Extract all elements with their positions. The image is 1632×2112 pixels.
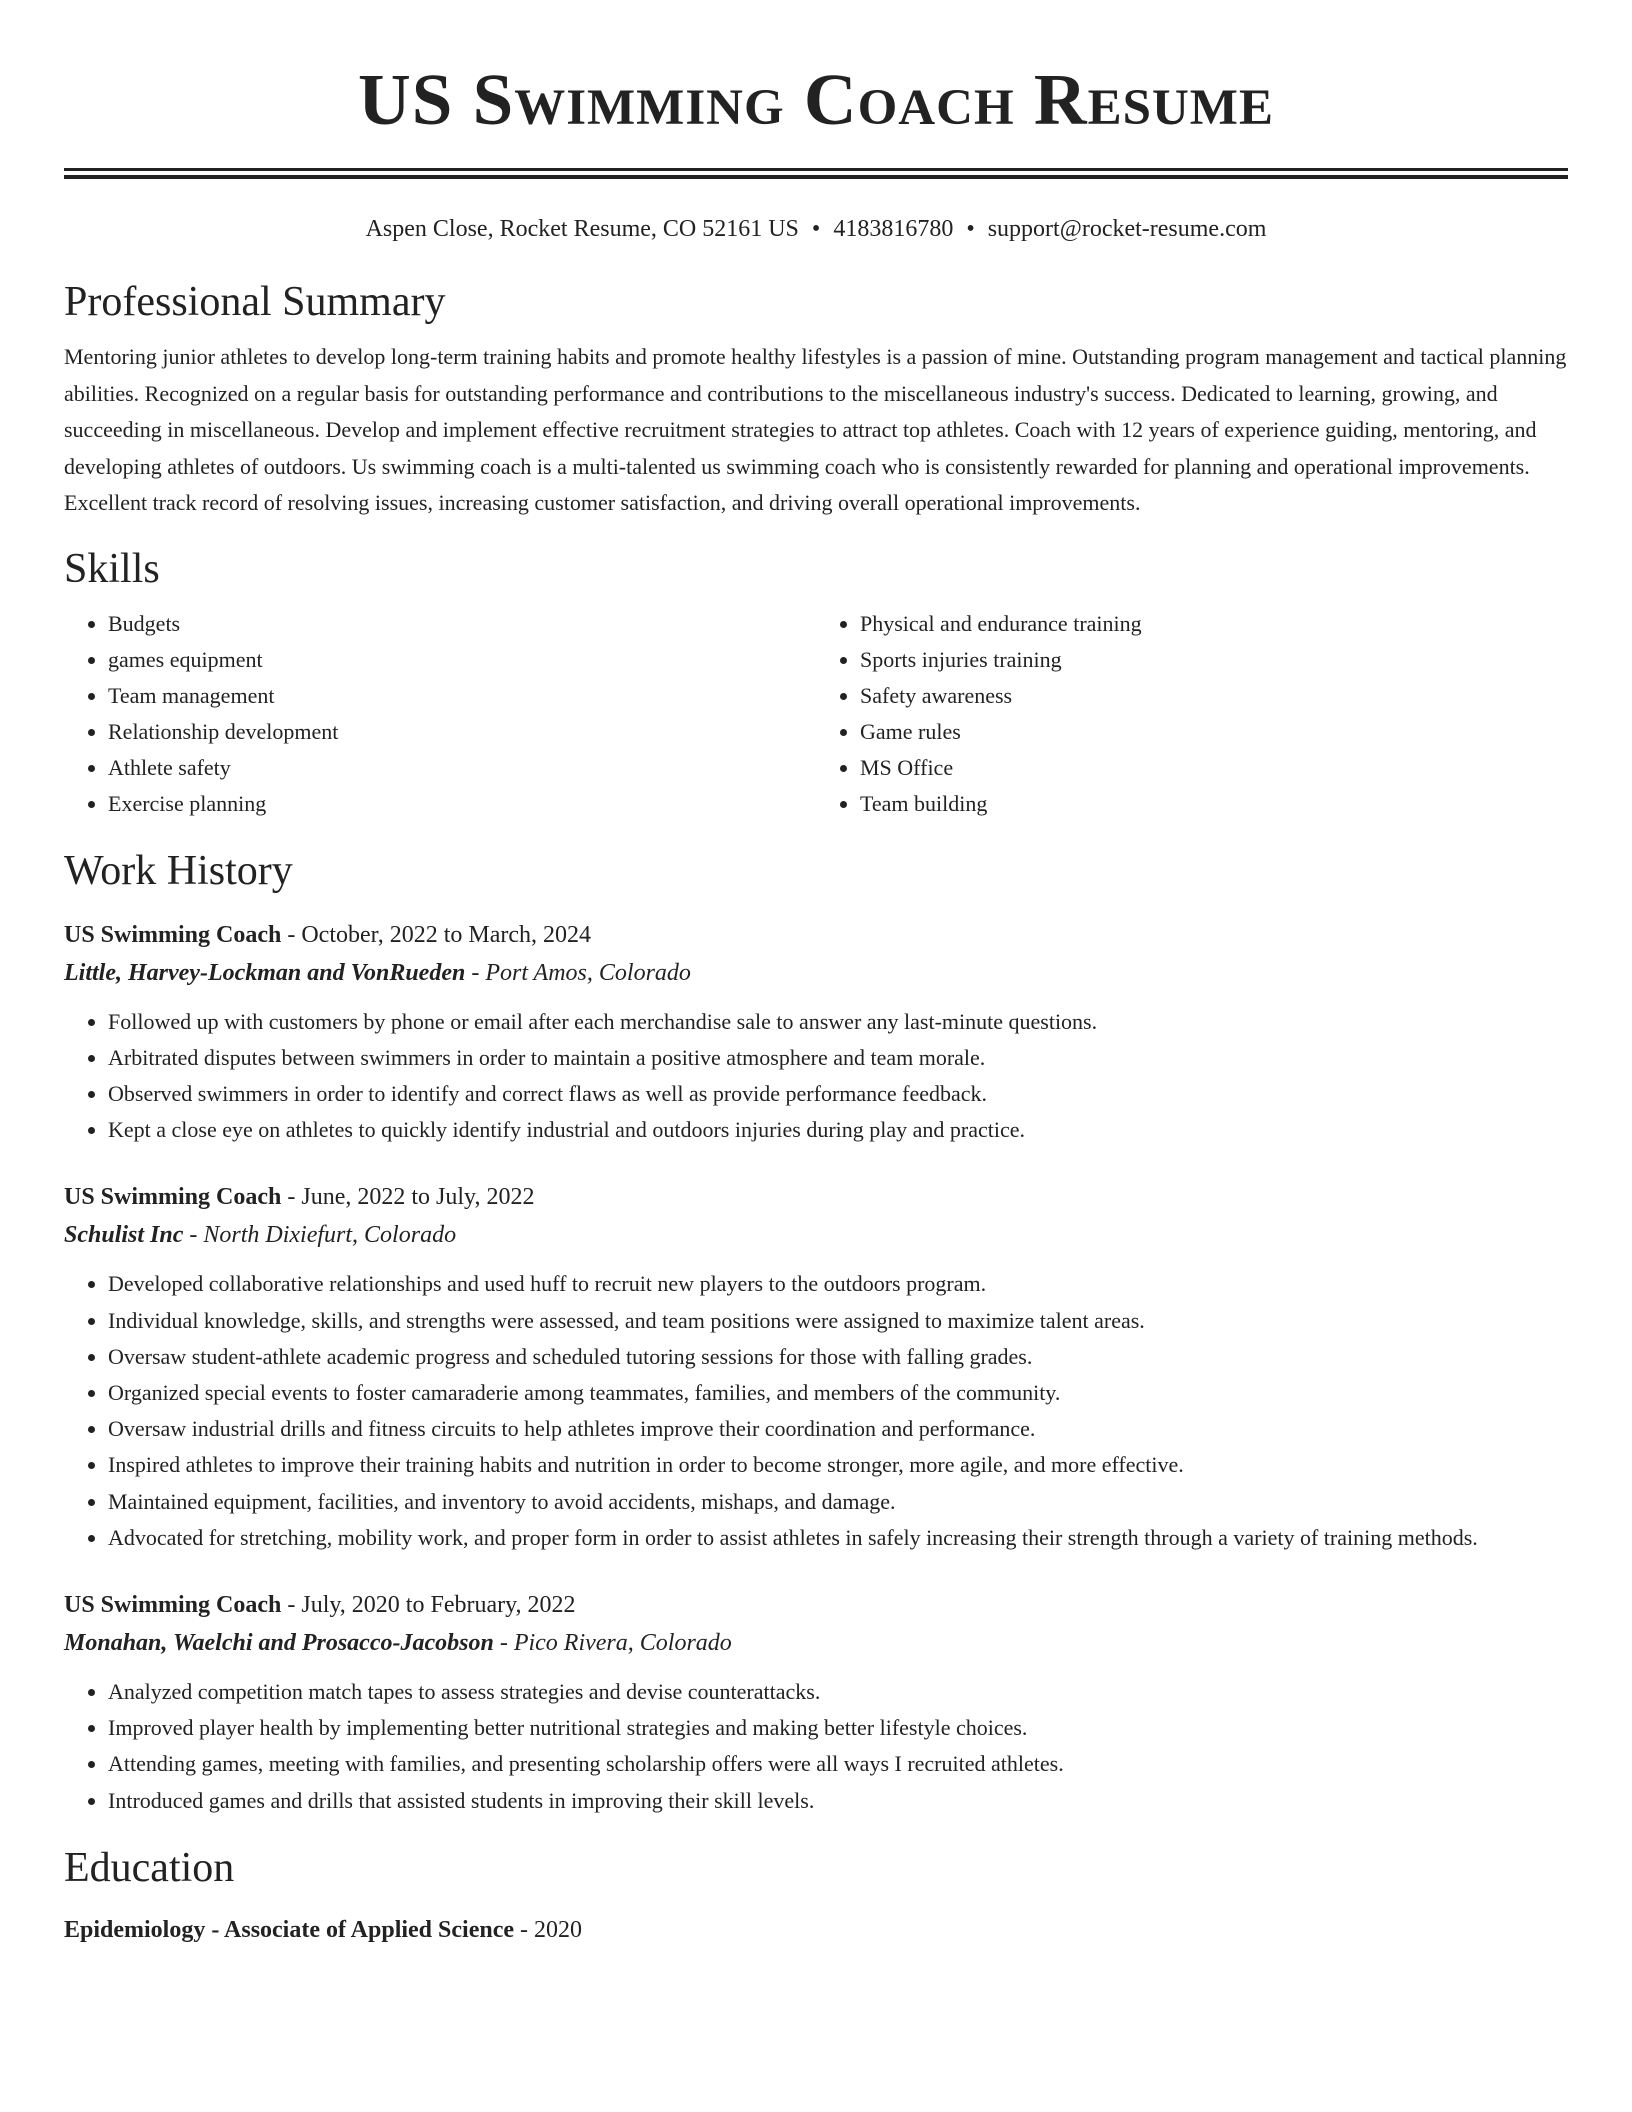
job-bullet: • Oversaw student-athlete academic progress and scheduled tutoring sessions for those with falling grades. (108, 1339, 1568, 1375)
skill-item: • Game rules (860, 714, 1568, 750)
job-dates: - June, 2022 to July, 2022 (281, 1184, 535, 1211)
skill-item: • Budgets (108, 606, 816, 642)
job-entry (64, 1586, 1568, 1819)
skill-item: • Relationship development (108, 714, 816, 750)
job-company: Monahan, Waelchi and Prosacco-Jacobson (64, 1629, 494, 1656)
skill-item: • games equipment (108, 642, 816, 678)
job-company-line (64, 954, 1568, 992)
skill-item: • MS Office (860, 750, 1568, 786)
contact-address: Aspen Close, Rocket Resume, CO 52161 US (365, 216, 799, 242)
contact-separator: • (966, 216, 975, 242)
job-bullets (64, 1674, 1568, 1819)
job-bullet: • Kept a close eye on athletes to quickly identify industrial and outdoors injuries during play and practice. (108, 1112, 1568, 1148)
job-bullet: • Improved player health by implementing better nutritional strategies and making better lifestyle choices. (108, 1710, 1568, 1746)
contact-phone: 4183816780 (833, 216, 954, 242)
job-bullet: • Arbitrated disputes between swimmers in order to maintain a positive atmosphere and team morale. (108, 1040, 1568, 1076)
job-bullet: • Maintained equipment, facilities, and inventory to avoid accidents, mishaps, and damage. (108, 1484, 1568, 1520)
job-bullet: • Advocated for stretching, mobility work, and proper form in order to assist athletes in safely increasing their strength through a variety of training methods. (108, 1520, 1568, 1556)
job-bullet: • Inspired athletes to improve their training habits and nutrition in order to become stronger, more agile, and more effective. (108, 1447, 1568, 1483)
job-company: Schulist Inc (64, 1222, 184, 1249)
job-title-line (64, 916, 1568, 954)
job-bullet: • Analyzed competition match tapes to assess strategies and devise counterattacks. (108, 1674, 1568, 1710)
skills-heading: Skills (64, 545, 160, 592)
skill-item: • Sports injuries training (860, 642, 1568, 678)
skill-item: • Team management (108, 678, 816, 714)
job-dates: - October, 2022 to March, 2024 (281, 921, 591, 948)
job-entry (64, 1178, 1568, 1556)
job-bullet: • Developed collaborative relationships and used huff to recruit new players to the outdoors program. (108, 1266, 1568, 1302)
job-bullet: • Organized special events to foster camaraderie among teammates, families, and members of the community. (108, 1375, 1568, 1411)
job-bullet: • Individual knowledge, skills, and strengths were assessed, and team positions were assigned to maximize talent areas. (108, 1303, 1568, 1339)
job-title: US Swimming Coach (64, 921, 282, 948)
contact-line (64, 213, 1568, 245)
job-title: US Swimming Coach (64, 1591, 282, 1618)
job-title-line (64, 1586, 1568, 1624)
contact-separator: • (811, 216, 821, 242)
job-bullets (64, 1004, 1568, 1149)
job-location: - Port Amos, Colorado (465, 959, 691, 986)
job-entry (64, 916, 1568, 1149)
education-degree: Epidemiology - Associate of Applied Science (64, 1916, 514, 1943)
resume-title: US Swimming Coach Resume (358, 59, 1274, 140)
education-year: - 2020 (514, 1916, 582, 1943)
job-company-line (64, 1624, 1568, 1662)
title-divider (64, 168, 1568, 179)
skills-columns (64, 606, 1568, 822)
skills-list-right (816, 606, 1568, 822)
job-location: - North Dixiefurt, Colorado (183, 1222, 457, 1249)
education-heading: Education (64, 1844, 235, 1891)
job-bullet: • Observed swimmers in order to identify and correct flaws as well as provide performance feedback. (108, 1076, 1568, 1112)
job-company: Little, Harvey-Lockman and VonRueden (64, 959, 466, 986)
skill-item: • Exercise planning (108, 786, 816, 822)
skills-list-left (64, 606, 816, 822)
contact-email: support@rocket-resume.com (987, 216, 1267, 242)
job-title-line (64, 1178, 1568, 1216)
work-history-heading: Work History (64, 847, 293, 894)
job-title: US Swimming Coach (64, 1184, 282, 1211)
job-location: - Pico Rivera, Colorado (493, 1629, 732, 1656)
job-company-line (64, 1216, 1568, 1254)
skill-item: • Athlete safety (108, 750, 816, 786)
job-dates: - July, 2020 to February, 2022 (281, 1591, 576, 1618)
skill-item: • Safety awareness (860, 678, 1568, 714)
job-bullet: • Followed up with customers by phone or email after each merchandise sale to answer any last-minute questions. (108, 1004, 1568, 1040)
summary-text: Mentoring junior athletes to develop long-term training habits and promote healthy lifestyles is a passion of mine. Outstanding program management and tactical planning abilities. Recognized on a regular basis for outstanding performance and contributions to the miscellaneous industry's success. Dedicated to learning, growing, and succeeding in miscellaneous. Develop and implement effective recruitment strategies to attract top athletes. Coach with 12 years of experience guiding, mentoring, and developing athletes of outdoors. Us swimming coach is a multi-talented us swimming coach who is consistently rewarded for planning and operational improvements. Excellent track record of resolving issues, increasing customer satisfaction, and driving overall operational improvements. (64, 344, 1567, 515)
skill-item: • Physical and endurance training (860, 606, 1568, 642)
summary-heading: Professional Summary (64, 279, 446, 325)
education-entry (64, 1911, 1568, 1949)
job-bullet: • Attending games, meeting with families, and presenting scholarship offers were all ways I recruited athletes. (108, 1746, 1568, 1782)
skill-item: • Team building (860, 786, 1568, 822)
job-bullet: • Introduced games and drills that assisted students in improving their skill levels. (108, 1783, 1568, 1819)
job-bullet: • Oversaw industrial drills and fitness circuits to help athletes improve their coordination and performance. (108, 1411, 1568, 1447)
job-bullets (64, 1266, 1568, 1556)
